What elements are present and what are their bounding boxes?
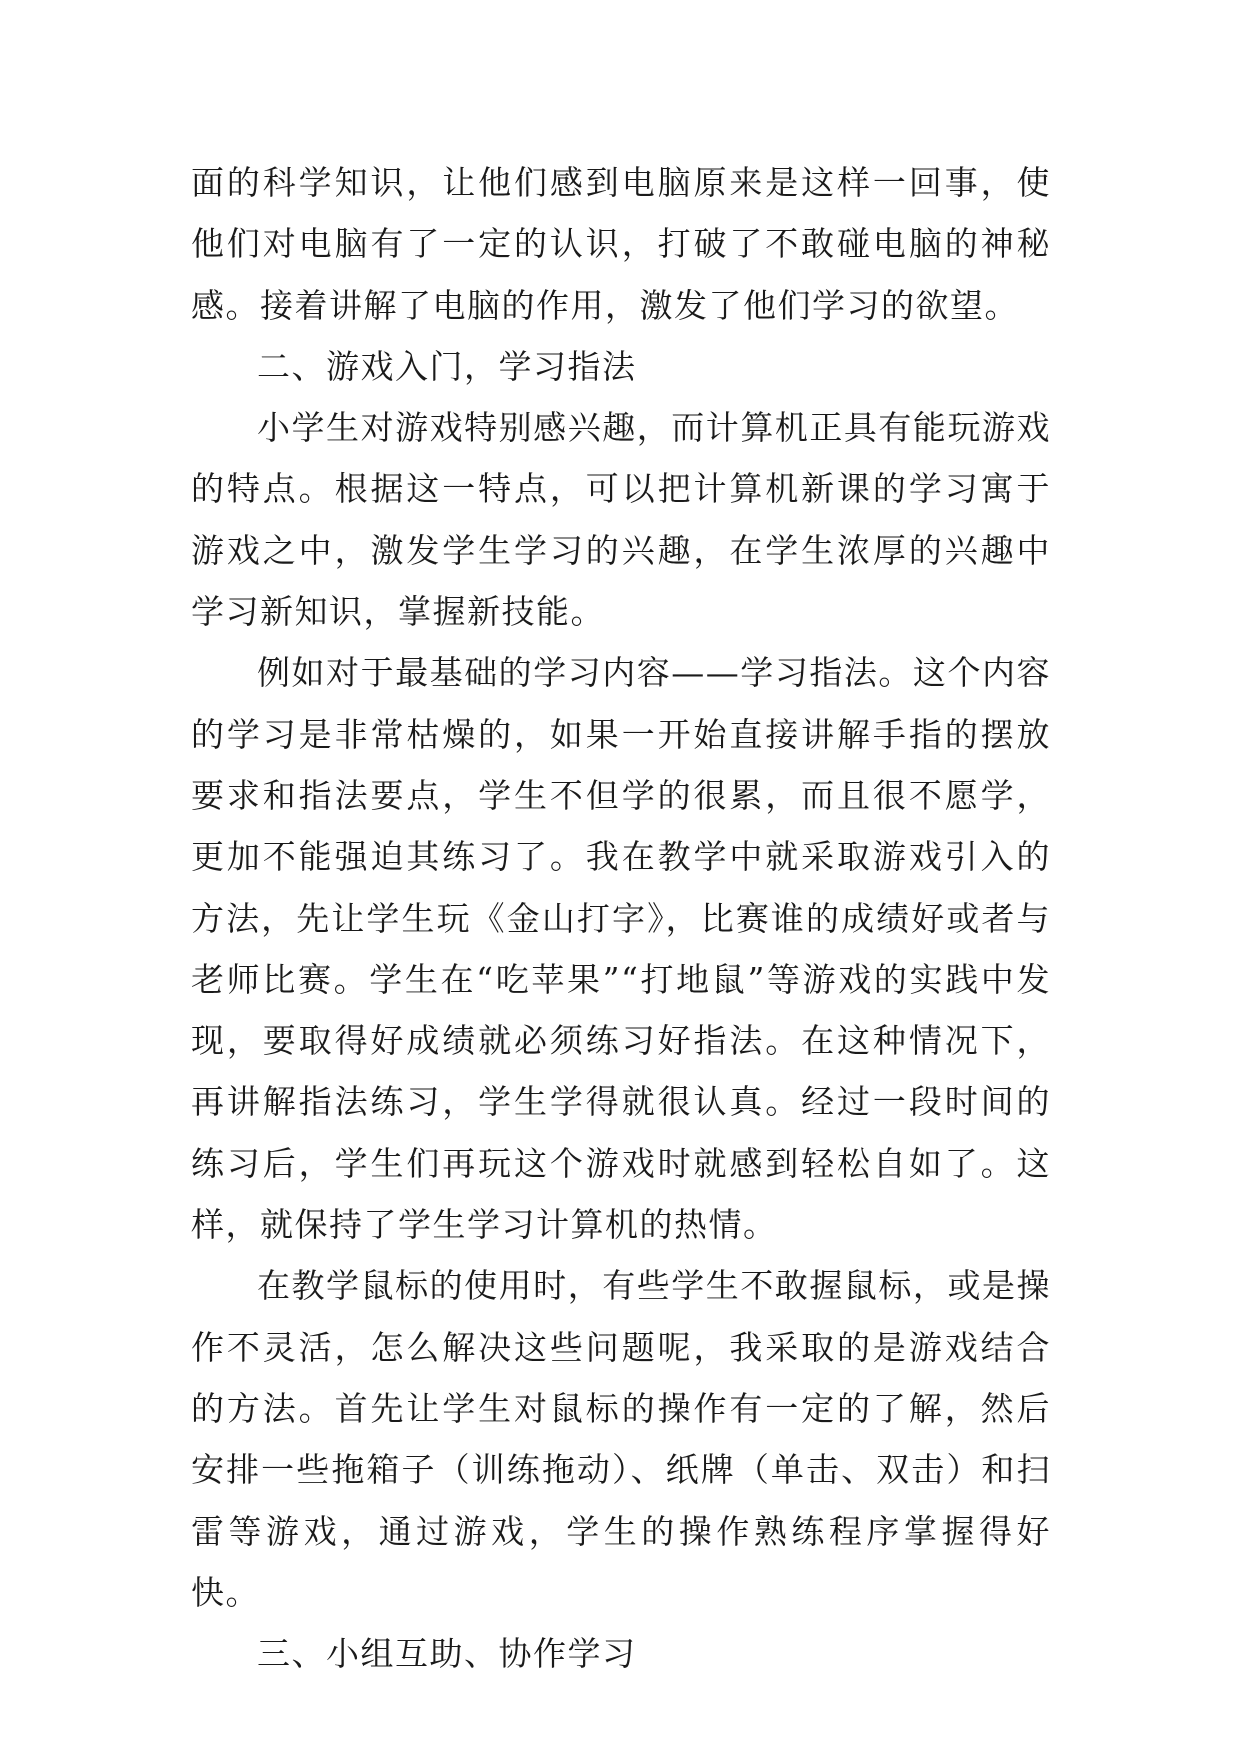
- paragraph-mouse-usage: 在教学鼠标的使用时，有些学生不敢握鼠标，或是操作不灵活，怎么解决这些问题呢，我采取的是游戏结合的方法。首先让学生对鼠标的操作有一定的了解，然后安排一些拖箱子（训练拖动）、纸牌（单击、双击）和扫雷等游戏，通过游戏，学生的操作熟练程序掌握得好快。: [191, 1266, 1051, 1612]
- paragraph-games-interest: 小学生对游戏特别感兴趣，而计算机正具有能玩游戏的特点。根据这一特点，可以把计算机新课的学习寓于游戏之中，激发学生学习的兴趣，在学生浓厚的兴趣中学习新知识，掌握新技能。: [191, 408, 1051, 632]
- paragraph-fingering-example: 例如对于最基础的学习内容——学习指法。这个内容的学习是非常枯燥的，如果一开始直接讲解手指的摆放要求和指法要点，学生不但学的很累，而且很不愿学，更加不能强迫其练习了。我在教学中就采取游戏引入的方法，先让学生玩《金山打字》，比赛谁的成绩好或者与老师比赛。学生在“吃苹果”“打地鼠”等游戏的实践中发现，要取得好成绩就必须练习好指法。在这种情况下，再讲解指法练习，学生学得就很认真。经过一段时间的练习后，学生们再玩这个游戏时就感到轻松自如了。这样，就保持了学生学习计算机的热情。: [191, 653, 1051, 1245]
- section-heading-games: 二、游戏入门，学习指法: [257, 346, 637, 386]
- section-heading-group-learning: 三、小组互助、协作学习: [257, 1634, 637, 1674]
- document-body: [191, 152, 1051, 1684]
- paragraph-intro: 面的科学知识，让他们感到电脑原来是这样一回事，使他们对电脑有了一定的认识，打破了不敢碰电脑的神秘感。接着讲解了电脑的作用，激发了他们学习的欲望。: [191, 163, 1051, 325]
